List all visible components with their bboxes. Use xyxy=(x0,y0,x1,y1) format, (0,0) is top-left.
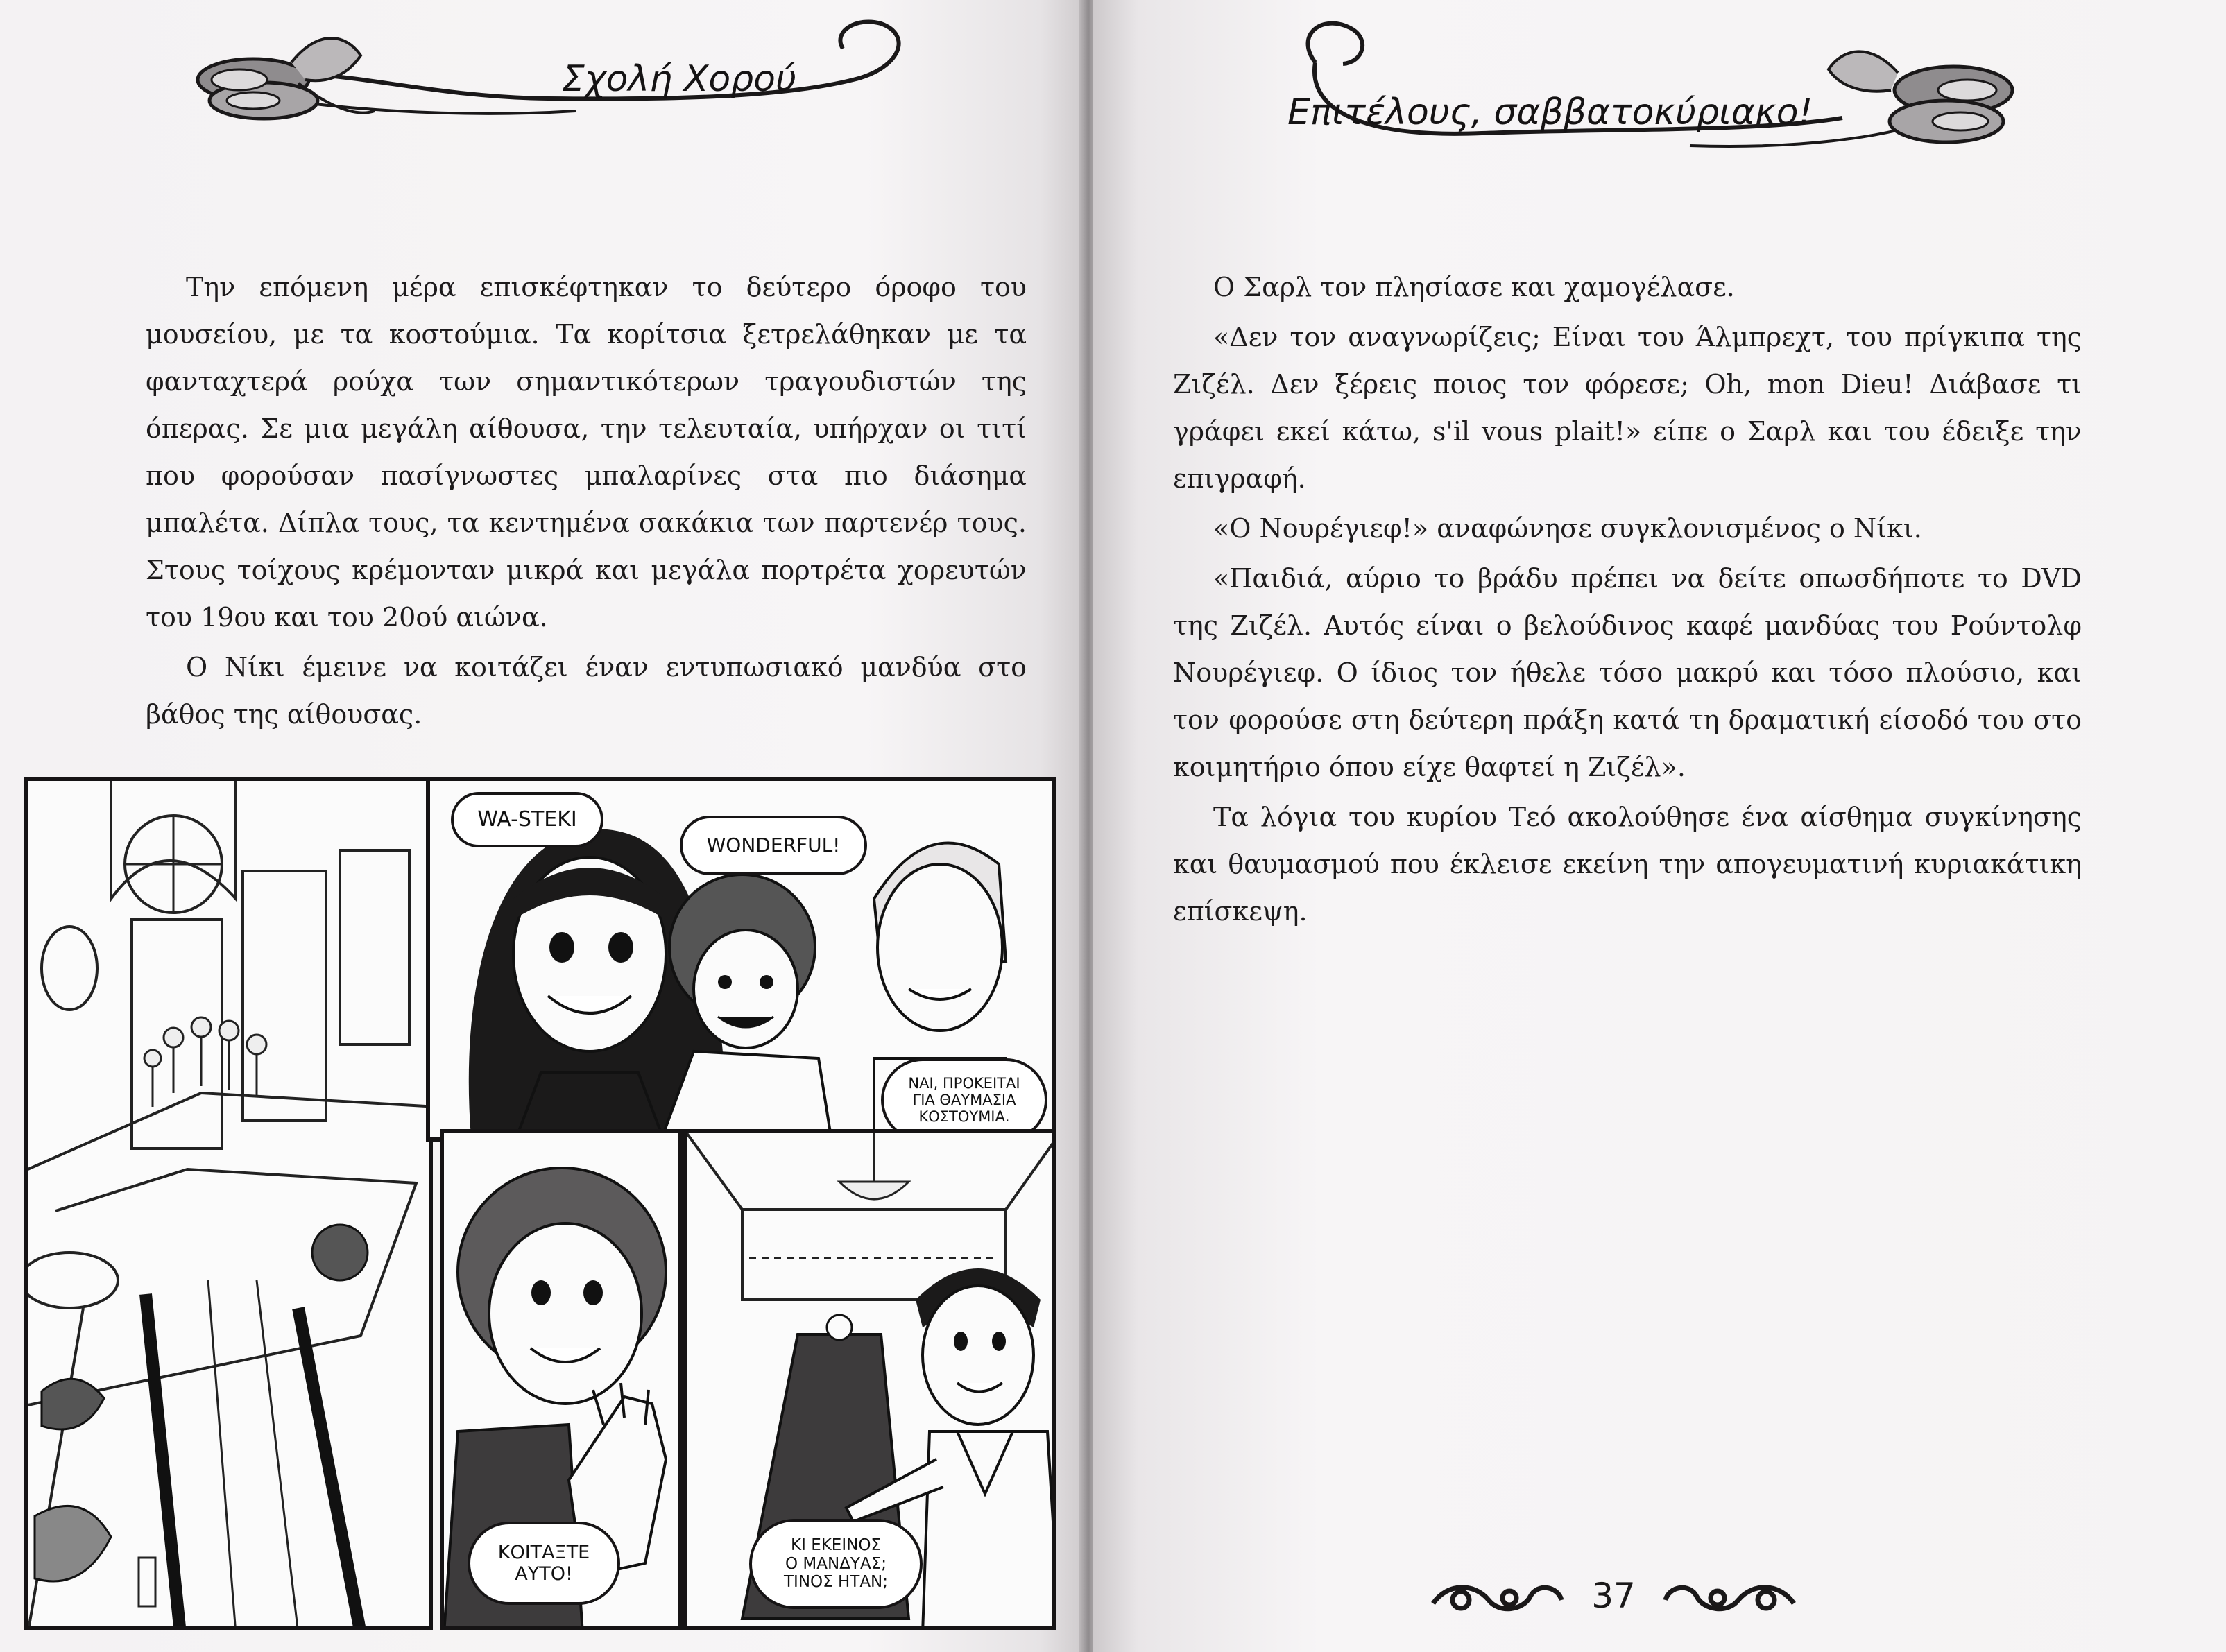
paragraph: Τα λόγια του κυρίου Τεό ακολούθησε ένα αίσθημα συγκίνησης και θαυμασμού που έκλεισε εκείνη την απογευματινή κυριακάτικη επίσκεψη. xyxy=(1173,802,2082,927)
speech-bubble-wonderful: WONDERFUL! xyxy=(680,816,867,875)
ballet-shoes-ornament-icon xyxy=(187,14,923,132)
comic-panel-girl xyxy=(440,1129,683,1630)
comic-panel-boy xyxy=(683,1129,1056,1630)
paragraph: Ο Σαρλ τον πλησίασε και χαμογέλασε. xyxy=(1213,272,1735,302)
comic-strip xyxy=(24,777,1056,1630)
right-body-text xyxy=(1173,264,2082,935)
left-body-text xyxy=(146,264,1027,738)
left-header xyxy=(187,14,923,132)
paragraph: Την επόμενη μέρα επισκέφτηκαν το δεύτερο όροφο του μουσείου, με τα κοστούμια. Τα κορίτσια ξετρελάθηκαν με τα φανταχτερά ρούχα των σημαντικότερων τραγουδιστών της όπερας. Σε μια μεγάλη αίθουσα, την τελευταία, υπήρχαν οι τιτί που φορούσαν πασίγνωστες μπαλαρίνες στα πιο διάσημα μπαλέτα. Δίπλα τους, τα κεντημένα σακάκια των παρτενέρ τους. Στους τοίχους κρέμονταν μικρά και μεγάλα πορτρέτα χορευτών του 19ου και του 20ού αιώνα. xyxy=(146,272,1027,633)
page-number-ornament xyxy=(1419,1569,1808,1631)
speech-bubble-wasteki: WA-STEKI xyxy=(451,792,603,847)
paragraph: Ο Νίκι έμεινε να κοιτάζει έναν εντυπωσιακό μανδύα στο βάθος της αίθουσας. xyxy=(146,652,1027,730)
paragraph: «Παιδιά, αύριο το βράδυ πρέπει να δείτε οπωσδήποτε το DVD της Ζιζέλ. Αυτός είναι ο βελούδινος καφέ μανδύας του Ρούντολφ Νουρέγιεφ. Ο ίδιος τον ήθελε τόσο μακρύ και τόσο πλούσιο, και τον φορούσε στη δεύτερη πράξη κατά τη δραματική είσοδό του στο κοιμητήριο όπου είχε θαφτεί η Ζιζέλ». xyxy=(1173,563,2082,782)
left-page xyxy=(0,0,1084,1652)
right-header xyxy=(1274,14,2037,160)
page-number: 37 xyxy=(1591,1576,1636,1616)
ballet-shoes-ornament-icon xyxy=(1274,14,2037,160)
paragraph: «Δεν τον αναγνωρίζεις; Είναι του Άλμπρεχτ, του πρίγκιπα της Ζιζέλ. Δεν ξέρεις ποιος τον φόρεσε; Oh, mon Dieu! Διάβασε τι γράφει εκεί κάτω, s'il vous plait!» είπε ο Σαρλ και του έδειξε την επιγραφή. xyxy=(1173,322,2082,494)
paragraph: «Ο Νουρέγιεφ!» αναφώνησε συγκλονισμένος ο Νίκι. xyxy=(1213,513,1922,544)
right-header-title: Επιτέλους, σαββατοκύριακο! xyxy=(1287,92,1813,133)
comic-panel-characters xyxy=(426,777,1056,1142)
right-page xyxy=(1093,0,2226,1652)
left-header-title: Σχολή Χορού xyxy=(562,58,797,100)
comic-panel-hall xyxy=(24,777,433,1630)
speech-bubble-ki-ekeinos: ΚΙ ΕΚΕΙΝΟΣ Ο ΜΑΝΔΥΑΣ; ΤΙΝΟΣ ΗΤΑΝ; xyxy=(749,1519,923,1609)
speech-bubble-koitaxte: ΚΟΙΤΑΞΤΕ ΑΥΤΟ! xyxy=(468,1522,620,1605)
speech-bubble-kostoumia: ΝΑΙ, ΠΡΟΚΕΙΤΑΙ ΓΙΑ ΘΑΥΜΑΣΙΑ ΚΟΣΤΟΥΜΙΑ. xyxy=(881,1058,1047,1142)
